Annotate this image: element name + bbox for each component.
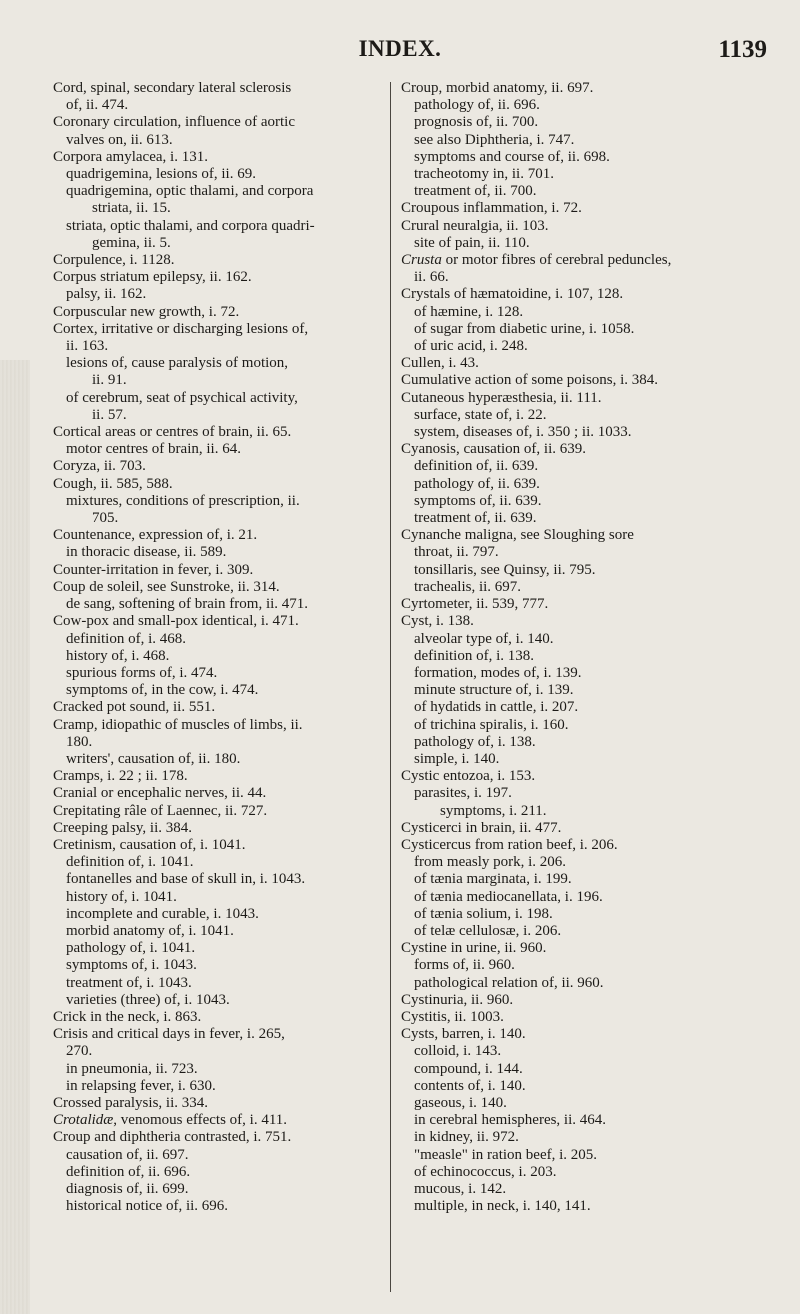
index-entry: of tænia mediocanellata, i. 196. xyxy=(414,888,603,905)
index-entry: Cortex, irritative or discharging lesions of, xyxy=(53,320,309,337)
index-entry: quadrigemina, lesions of, ii. 69. xyxy=(66,166,256,183)
index-entry: historical notice of, ii. 696. xyxy=(66,1198,229,1215)
index-entry: Crepitating râle of Laennec, ii. 727. xyxy=(53,802,268,819)
page-header xyxy=(0,36,800,76)
index-entry: 180. xyxy=(66,733,93,750)
index-entry: in kidney, ii. 972. xyxy=(414,1129,519,1146)
index-entry: Cracked pot sound, ii. 551. xyxy=(53,699,216,716)
index-entry: Cutaneous hyperæsthesia, ii. 111. xyxy=(401,389,602,406)
index-entry: palsy, ii. 162. xyxy=(66,286,147,303)
index-entry: site of pain, ii. 110. xyxy=(414,234,530,251)
index-entry: Croup and diphtheria contrasted, i. 751. xyxy=(53,1129,292,1146)
index-entry: see also Diphtheria, i. 747. xyxy=(414,131,575,148)
index-entry: ii. 66. xyxy=(414,269,449,286)
index-entry: Crisis and critical days in fever, i. 265, xyxy=(53,1026,285,1043)
index-entry: Crossed paralysis, ii. 334. xyxy=(53,1094,208,1111)
index-entry: of telæ cellulosæ, i. 206. xyxy=(414,922,562,939)
page-number: 1139 xyxy=(718,36,767,63)
index-entry: lesions of, cause paralysis of motion, xyxy=(66,355,289,372)
index-entry: multiple, in neck, i. 140, 141. xyxy=(414,1198,591,1215)
index-entry: Cow-pox and small-pox identical, i. 471. xyxy=(53,613,299,630)
index-entry: Croup, morbid anatomy, ii. 697. xyxy=(401,80,594,96)
index-entry: Coryza, ii. 703. xyxy=(53,458,146,475)
index-entry: alveolar type of, i. 140. xyxy=(414,630,554,647)
index-entry: Cystic entozoa, i. 153. xyxy=(401,768,536,785)
index-entry: Crystals of hæmatoidine, i. 107, 128. xyxy=(401,286,624,303)
index-entry: Cullen, i. 43. xyxy=(401,355,479,372)
index-entry: mixtures, conditions of prescription, ii. xyxy=(66,492,300,509)
index-entry: "measle" in ration beef, i. 205. xyxy=(414,1146,598,1163)
index-entry: Corpora amylacea, i. 131. xyxy=(53,148,208,165)
index-entry: Coronary circulation, influence of aortic xyxy=(53,114,295,131)
index-entry: symptoms of, i. 1043. xyxy=(66,957,197,974)
index-entry: Corpus striatum epilepsy, ii. 162. xyxy=(53,269,252,286)
index-entry: symptoms, i. 211. xyxy=(440,802,547,819)
index-entry: striata, optic thalami, and corpora quadri- xyxy=(66,217,315,234)
index-entry: diagnosis of, ii. 699. xyxy=(66,1181,189,1197)
index-entry: in relapsing fever, i. 630. xyxy=(66,1077,216,1094)
index-entry: writers', causation of, ii. 180. xyxy=(66,750,241,767)
index-entry: Counter-irritation in fever, i. 309. xyxy=(53,561,254,578)
index-entry: of hydatids in cattle, i. 207. xyxy=(414,699,579,716)
index-entry: definition of, ii. 639. xyxy=(414,458,539,475)
index-entry: of echinococcus, i. 203. xyxy=(414,1163,557,1180)
index-entry: Countenance, expression of, i. 21. xyxy=(53,527,258,544)
index-entry: Cord, spinal, secondary lateral sclerosis xyxy=(53,80,292,96)
index-entry: of tænia marginata, i. 199. xyxy=(414,871,572,888)
index-entry: Cysticerci in brain, ii. 477. xyxy=(401,819,562,836)
index-entry: system, diseases of, i. 350 ; ii. 1033. xyxy=(414,424,632,441)
index-entry: spurious forms of, i. 474. xyxy=(66,664,218,681)
index-entry: treatment of, ii. 700. xyxy=(414,183,537,200)
index-entry: in cerebral hemispheres, ii. 464. xyxy=(414,1112,607,1129)
index-entry: of tænia solium, i. 198. xyxy=(414,905,553,922)
index-entry: Crotalidæ, venomous effects of, i. 411. xyxy=(53,1112,288,1129)
index-entry: de sang, softening of brain from, ii. 471. xyxy=(66,596,309,613)
page-edge-shadow xyxy=(0,360,30,1314)
index-entry: Cramps, i. 22 ; ii. 178. xyxy=(53,768,188,785)
index-entry: Cretinism, causation of, i. 1041. xyxy=(53,836,246,853)
index-entry: Cyanosis, causation of, ii. 639. xyxy=(401,441,586,458)
index-entry: incomplete and curable, i. 1043. xyxy=(66,905,259,922)
index-entry: Crick in the neck, i. 863. xyxy=(53,1008,202,1025)
index-entry: pathology of, ii. 696. xyxy=(414,97,540,114)
index-entry: Croupous inflammation, i. 72. xyxy=(401,200,582,217)
index-entry: in thoracic disease, ii. 589. xyxy=(66,544,227,561)
index-entry: definition of, i. 138. xyxy=(414,647,534,664)
index-entry: Corpuscular new growth, i. 72. xyxy=(53,303,240,320)
index-entry: colloid, i. 143. xyxy=(414,1043,502,1060)
index-entry: tracheotomy in, ii. 701. xyxy=(414,166,554,183)
index-column-right xyxy=(401,80,771,1215)
index-entry: Cysticercus from ration beef, i. 206. xyxy=(401,836,618,853)
index-entry: in pneumonia, ii. 723. xyxy=(66,1060,198,1077)
index-column-left xyxy=(53,80,378,1215)
index-entry: ii. 91. xyxy=(92,372,127,389)
index-entry: valves on, ii. 613. xyxy=(66,131,173,148)
index-entry: prognosis of, ii. 700. xyxy=(414,114,539,131)
index-entry: causation of, ii. 697. xyxy=(66,1146,189,1163)
index-entry: fontanelles and base of skull in, i. 1043. xyxy=(66,871,306,888)
index-entry: definition of, i. 1041. xyxy=(66,854,194,871)
index-entry: tonsillaris, see Quinsy, ii. 795. xyxy=(414,561,596,578)
index-entry: Cystine in urine, ii. 960. xyxy=(401,940,547,957)
index-entry: Cough, ii. 585, 588. xyxy=(53,475,173,492)
index-entry: compound, i. 144. xyxy=(414,1060,523,1077)
page-title: INDEX. xyxy=(358,36,442,61)
index-entry: Cystinuria, ii. 960. xyxy=(401,991,514,1008)
index-entry: pathology of, i. 1041. xyxy=(66,940,196,957)
index-entry: quadrigemina, optic thalami, and corpora xyxy=(66,183,314,200)
index-entry: formation, modes of, i. 139. xyxy=(414,664,582,681)
index-entry: Cynanche maligna, see Sloughing sore xyxy=(401,527,634,544)
index-entry: contents of, i. 140. xyxy=(414,1077,526,1094)
index-entry: history of, i. 1041. xyxy=(66,888,177,905)
index-entry: treatment of, ii. 639. xyxy=(414,510,537,527)
index-entry: pathology of, ii. 639. xyxy=(414,475,540,492)
index-entry: of cerebrum, seat of psychical activity, xyxy=(66,389,298,406)
index-entry: treatment of, i. 1043. xyxy=(66,974,192,991)
index-entry: morbid anatomy of, i. 1041. xyxy=(66,922,234,939)
index-entry: symptoms of, in the cow, i. 474. xyxy=(66,682,259,699)
index-entry: Corpulence, i. 1128. xyxy=(53,252,175,269)
index-entry: definition of, ii. 696. xyxy=(66,1163,191,1180)
index-entry: of sugar from diabetic urine, i. 1058. xyxy=(414,320,635,337)
index-entry: gemina, ii. 5. xyxy=(92,234,171,251)
index-entry: pathological relation of, ii. 960. xyxy=(414,974,604,991)
index-entry: trachealis, ii. 697. xyxy=(414,578,522,595)
index-entry: symptoms of, ii. 639. xyxy=(414,492,542,509)
index-entry: 270. xyxy=(66,1043,93,1060)
index-entry: Crusta or motor fibres of cerebral peduncles, xyxy=(401,252,672,269)
index-entry: striata, ii. 15. xyxy=(92,200,171,217)
index-entry: Cyst, i. 138. xyxy=(401,613,474,630)
index-entry: of uric acid, i. 248. xyxy=(414,338,528,355)
index-entry: minute structure of, i. 139. xyxy=(414,682,574,699)
index-entry: of, ii. 474. xyxy=(66,97,129,114)
index-entry: simple, i. 140. xyxy=(414,750,500,767)
index-entry: history of, i. 468. xyxy=(66,647,170,664)
index-entry: forms of, ii. 960. xyxy=(414,957,515,974)
index-entry: symptoms and course of, ii. 698. xyxy=(414,148,610,165)
index-entry: ii. 57. xyxy=(92,406,127,423)
index-entry: definition of, i. 468. xyxy=(66,630,186,647)
index-entry: ii. 163. xyxy=(66,338,109,355)
index-entry: gaseous, i. 140. xyxy=(414,1094,507,1111)
index-entry: from measly pork, i. 206. xyxy=(414,854,567,871)
index-entry: Cranial or encephalic nerves, ii. 44. xyxy=(53,785,267,802)
index-entry: throat, ii. 797. xyxy=(414,544,499,561)
index-entry: Cystitis, ii. 1003. xyxy=(401,1008,504,1025)
index-entry: Cramp, idiopathic of muscles of limbs, ii. xyxy=(53,716,303,733)
index-entry: Cysts, barren, i. 140. xyxy=(401,1026,526,1043)
index-entry: Cortical areas or centres of brain, ii. 65. xyxy=(53,424,292,441)
index-entry: Creeping palsy, ii. 384. xyxy=(53,819,193,836)
index-entry: Cumulative action of some poisons, i. 384. xyxy=(401,372,659,389)
index-entry: pathology of, i. 138. xyxy=(414,733,536,750)
index-entry: surface, state of, i. 22. xyxy=(414,406,547,423)
index-entry: Cyrtometer, ii. 539, 777. xyxy=(401,596,549,613)
index-entry: motor centres of brain, ii. 64. xyxy=(66,441,241,458)
index-entry: parasites, i. 197. xyxy=(414,785,512,802)
column-divider xyxy=(390,82,391,1292)
index-entry: Crural neuralgia, ii. 103. xyxy=(401,217,549,234)
index-entry: mucous, i. 142. xyxy=(414,1181,507,1197)
index-entry: 705. xyxy=(92,510,119,527)
index-entry: varieties (three) of, i. 1043. xyxy=(66,991,230,1008)
index-entry: of trichina spiralis, i. 160. xyxy=(414,716,569,733)
index-entry: Coup de soleil, see Sunstroke, ii. 314. xyxy=(53,578,280,595)
index-entry: of hæmine, i. 128. xyxy=(414,303,524,320)
